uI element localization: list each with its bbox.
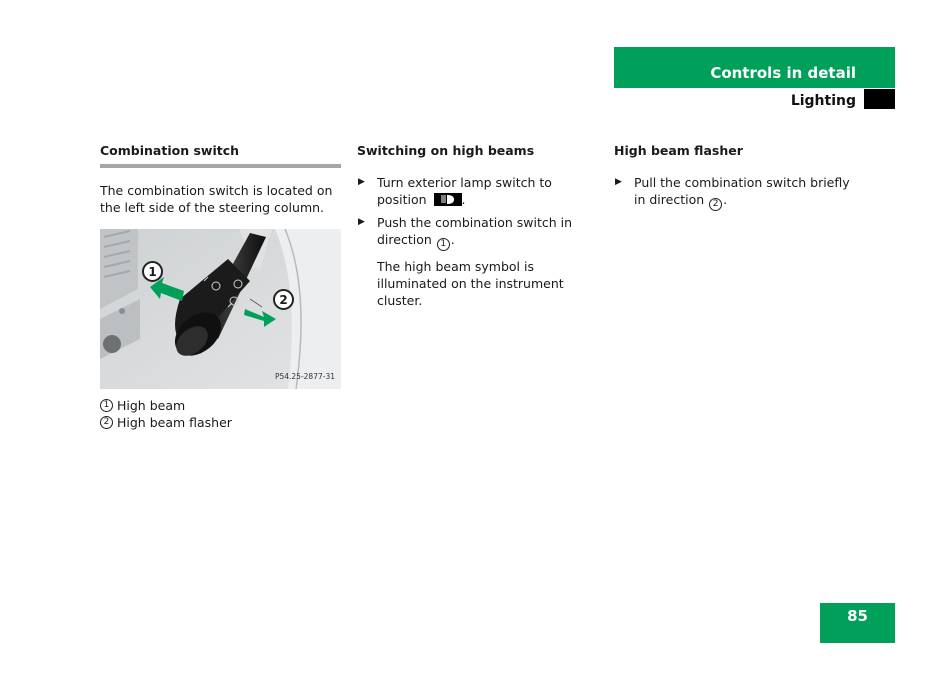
step-2-direction-number: 1 <box>437 238 450 251</box>
step-1-text: Turn exterior lamp switch to position <box>377 175 552 207</box>
triangle-right-icon: ▶ <box>358 177 365 187</box>
step-2-text: Push the combination switch in direction <box>377 215 573 247</box>
flasher-direction-number: 2 <box>709 198 722 211</box>
intro-text: The combination switch is located on the left side of the steering column. <box>100 183 333 215</box>
page-number: 85 <box>847 607 868 625</box>
combination-switch-illustration <box>100 229 341 389</box>
page-number-box <box>820 603 895 643</box>
figure-legend <box>100 397 341 431</box>
subsection-marker <box>864 89 895 109</box>
instruction-step-2 <box>357 214 601 251</box>
column-high-beams <box>357 142 601 309</box>
step-1-end: . <box>461 192 466 207</box>
stalk-drawing <box>100 229 341 389</box>
instruction-note: The high beam symbol is illuminated on the instrument cluster. <box>377 259 564 308</box>
flasher-step-text: Pull the combination switch briefly in direction <box>634 175 850 207</box>
instruction-step-1 <box>357 174 601 208</box>
triangle-right-icon: ▶ <box>358 217 365 227</box>
column-combination-switch <box>100 142 341 431</box>
heading-switching-on-high-beams: Switching on high beams <box>357 143 535 158</box>
section-banner <box>614 47 895 88</box>
column-high-beam-flasher <box>614 142 858 211</box>
subsection-title: Lighting <box>790 93 856 109</box>
triangle-right-icon: ▶ <box>615 177 622 187</box>
legend-item <box>100 414 341 431</box>
figure-callout-2: 2 <box>273 289 294 310</box>
flasher-step-end: . <box>723 192 728 207</box>
figure-code: P54.25-2877-31 <box>274 372 335 381</box>
heading-high-beam-flasher: High beam flasher <box>614 143 743 158</box>
legend-text-2: High beam flasher <box>117 415 232 430</box>
instruction-step-1 <box>614 174 858 211</box>
legend-number-1: 1 <box>100 399 113 412</box>
heading-combination-switch: Combination switch <box>100 143 240 158</box>
headlamp-icon <box>434 193 462 206</box>
step-2-end: . <box>450 232 455 247</box>
figure-callout-1: 1 <box>142 261 163 282</box>
heading-rule <box>100 164 341 168</box>
legend-text-1: High beam <box>117 398 186 413</box>
legend-number-2: 2 <box>100 416 113 429</box>
legend-item <box>100 397 341 414</box>
section-title: Controls in detail <box>710 64 856 82</box>
